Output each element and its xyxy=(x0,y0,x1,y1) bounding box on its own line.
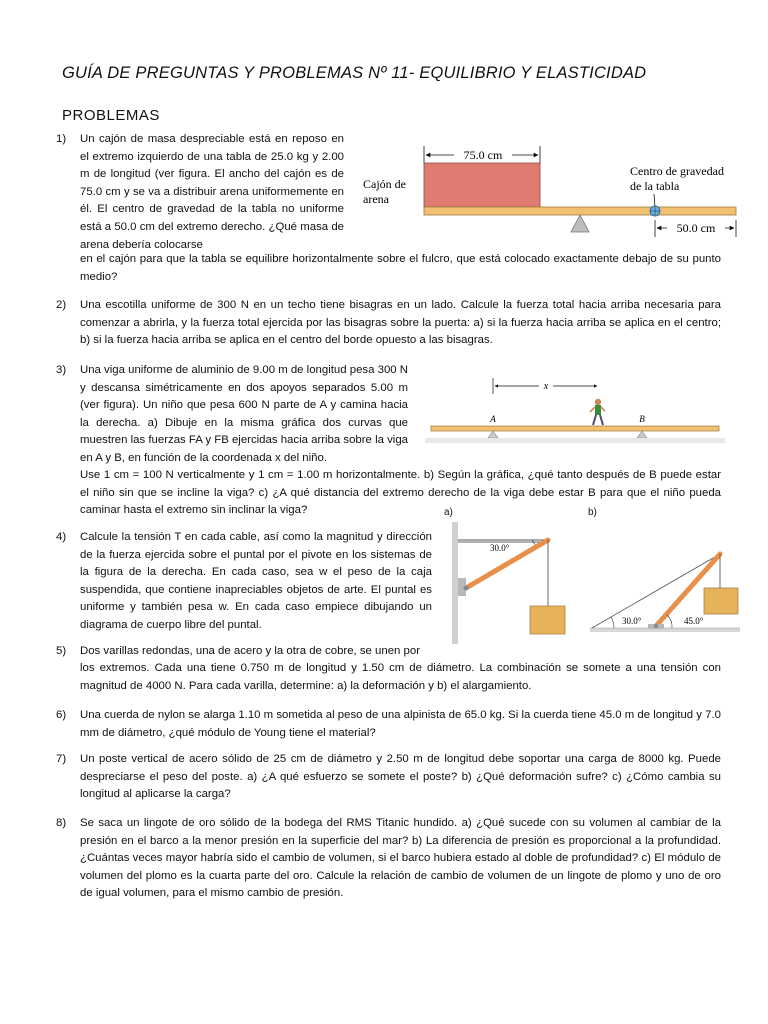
fig1-box-label-2: arena xyxy=(363,192,389,206)
aluminum-beam xyxy=(431,426,719,431)
figure-4b-label: b) xyxy=(588,507,597,518)
board xyxy=(424,207,736,215)
box-b xyxy=(704,588,738,614)
problem-3-text-a: Una viga uniforme de aluminio de 9.00 m de longitud pesa 300 N y descansa simétricamente en dos apoyos separados 5.00 m (ver figura). Un niño que pesa 600 N parte de A y camina hacia la derecha. a) Dibuje en la misma gráfica dos curvas que muestren las fuerzas FA y FB ejercidas hacia arriba sobre la viga en A y B, en función de la coordenada x del niño. xyxy=(80,364,409,464)
problem-2-number: 2) xyxy=(56,299,67,311)
fig4a-angle-label: 30.0° xyxy=(490,543,510,553)
figure-3-beam xyxy=(425,374,725,444)
figure-4b-strut xyxy=(590,540,740,640)
box-a xyxy=(530,606,565,634)
support-a-icon xyxy=(488,431,498,438)
section-heading: PROBLEMAS xyxy=(62,107,160,124)
problem-3-text-b: Use 1 cm = 100 N verticalmente y 1 cm = 1.00 m horizontalmente. b) Según la gráfica, ¿qué tanto después de B puede estar el niño sin que se incline la viga? c) ¿A qué distancia del extremo derecho de la viga debe estar B para que el niño pueda caminar hasta el extremo sin inclinar la viga? xyxy=(80,469,721,517)
fig1-cg-label-2: de la tabla xyxy=(630,179,680,193)
problem-6-text: Una cuerda de nylon se alarga 1.10 m sometida al peso de una alpinista de 65.0 kg. Si la cuerda tiene 45.0 m de longitud y 7.0 mm de diámetro, ¿qué módulo de Young tiene el material? xyxy=(80,709,721,739)
fig1-cg-label-1: Centro de gravedad xyxy=(630,164,724,178)
problem-7-text: Un poste vertical de acero sólido de 25 cm de diámetro y 2.50 m de longitud debe soportar una carga de 8000 kg. Puede despreciarse el peso del poste. a) ¿A qué esfuerzo se somete el poste? b) ¿Qué deformación sufre? c) ¿Cómo cambia su longitud al aplicarse la carga? xyxy=(80,753,721,801)
problem-8-text: Se saca un lingote de oro sólido de la bodega del RMS Titanic hundido. a) ¿Qué sucede con su volumen al cambiar de la presión en el barco a la menor presión en la superficie del mar? b) La diferencia de presión es proporcional a la profundidad. ¿Cuántas veces mayor habría sido el cambio de volumen, si el barco hubiera estado al doble de profundidad? c) El módulo de volumen del plomo es la cuarta parte del oro. Calcule la relación de cambio de volumen de un lingote de plomo y uno de oro de igual volumen, para el mismo cambio de presión. xyxy=(80,817,721,900)
problem-1-number: 1) xyxy=(56,133,67,145)
fig3-x-label: x xyxy=(543,381,549,392)
child-icon xyxy=(590,399,605,425)
fig1-dist-label: 50.0 cm xyxy=(676,221,716,235)
page-title: GUÍA DE PREGUNTAS Y PROBLEMAS Nº 11- EQUILIBRIO Y ELASTICIDAD xyxy=(62,64,647,82)
problem-5-text-b: los extremos. Cada una tiene 0.750 m de longitud y 1.50 cm de diámetro. La combinación se somete a una tensión con magnitud de 4000 N. Para cada varilla, determine: a) la deformación y b) el alargamiento. xyxy=(80,662,721,692)
support-b-icon xyxy=(637,431,647,438)
fig1-box-label-1: Cajón de xyxy=(363,177,406,191)
problem-1-text-a: Un cajón de masa despreciable está en reposo en el extremo izquierdo de una tabla de 25.0 kg y 2.00 m de longitud (ver figura. El ancho del cajón es de 75.0 cm y se va a distribuir arena uniformemente en él. El centro de gravedad de la tabla no uniforme está a 50.0 cm del extremo derecho. ¿Qué masa de arena debería colocarse xyxy=(80,133,344,251)
problem-7-number: 7) xyxy=(56,753,67,765)
problem-4-text: Calcule la tensión T en cada cable, así como la magnitud y dirección de la fuerza ejercida sobre el puntal por el pivote en los sistemas de la figura de la derecha. En cada caso, sea w el peso de la caja suspendida, que contiene inapreciables objetos de arte. El puntal es uniforme y también pesa w. En cada caso empiece dibujando un diagrama de cuerpo libre del puntal. xyxy=(80,531,432,631)
problem-8-number: 8) xyxy=(56,817,67,829)
problem-4-number: 4) xyxy=(56,531,67,543)
problem-5-text-a: Dos varillas redondas, una de acero y la otra de cobre, se unen por xyxy=(80,645,421,657)
fig4b-angle-2-label: 45.0° xyxy=(684,616,704,626)
problem-2-text: Una escotilla uniforme de 300 N en un techo tiene bisagras en un lado. Calcule la fuerza total hacia arriba necesaria para comenzar a abrirla, y la fuerza total ejercida por las bisagras sobre la puerta: a) si la fuerza hacia arriba se aplica en el centro; b) si la fuerza hacia arriba se aplica en el centro del borde opuesto a las bisagras. xyxy=(80,299,721,347)
problem-3-number: 3) xyxy=(56,364,67,376)
fig3-b-label: B xyxy=(639,414,645,424)
problem-1-text-b: en el cajón para que la tabla se equilibre horizontalmente sobre el fulcro, que está colocado exactamente debajo de su punto medio? xyxy=(80,253,721,283)
fig4b-angle-1-label: 30.0° xyxy=(622,616,642,626)
figure-1-board xyxy=(358,140,748,245)
fulcrum-icon xyxy=(571,215,589,232)
fig1-width-label: 75.0 cm xyxy=(463,148,503,162)
problem-5-number: 5) xyxy=(56,645,67,657)
figure-4a-strut xyxy=(452,522,576,646)
fig3-a-label: A xyxy=(490,414,496,424)
figure-4a-label: a) xyxy=(444,507,453,518)
problem-6-number: 6) xyxy=(56,709,67,721)
sand-box xyxy=(424,163,540,207)
